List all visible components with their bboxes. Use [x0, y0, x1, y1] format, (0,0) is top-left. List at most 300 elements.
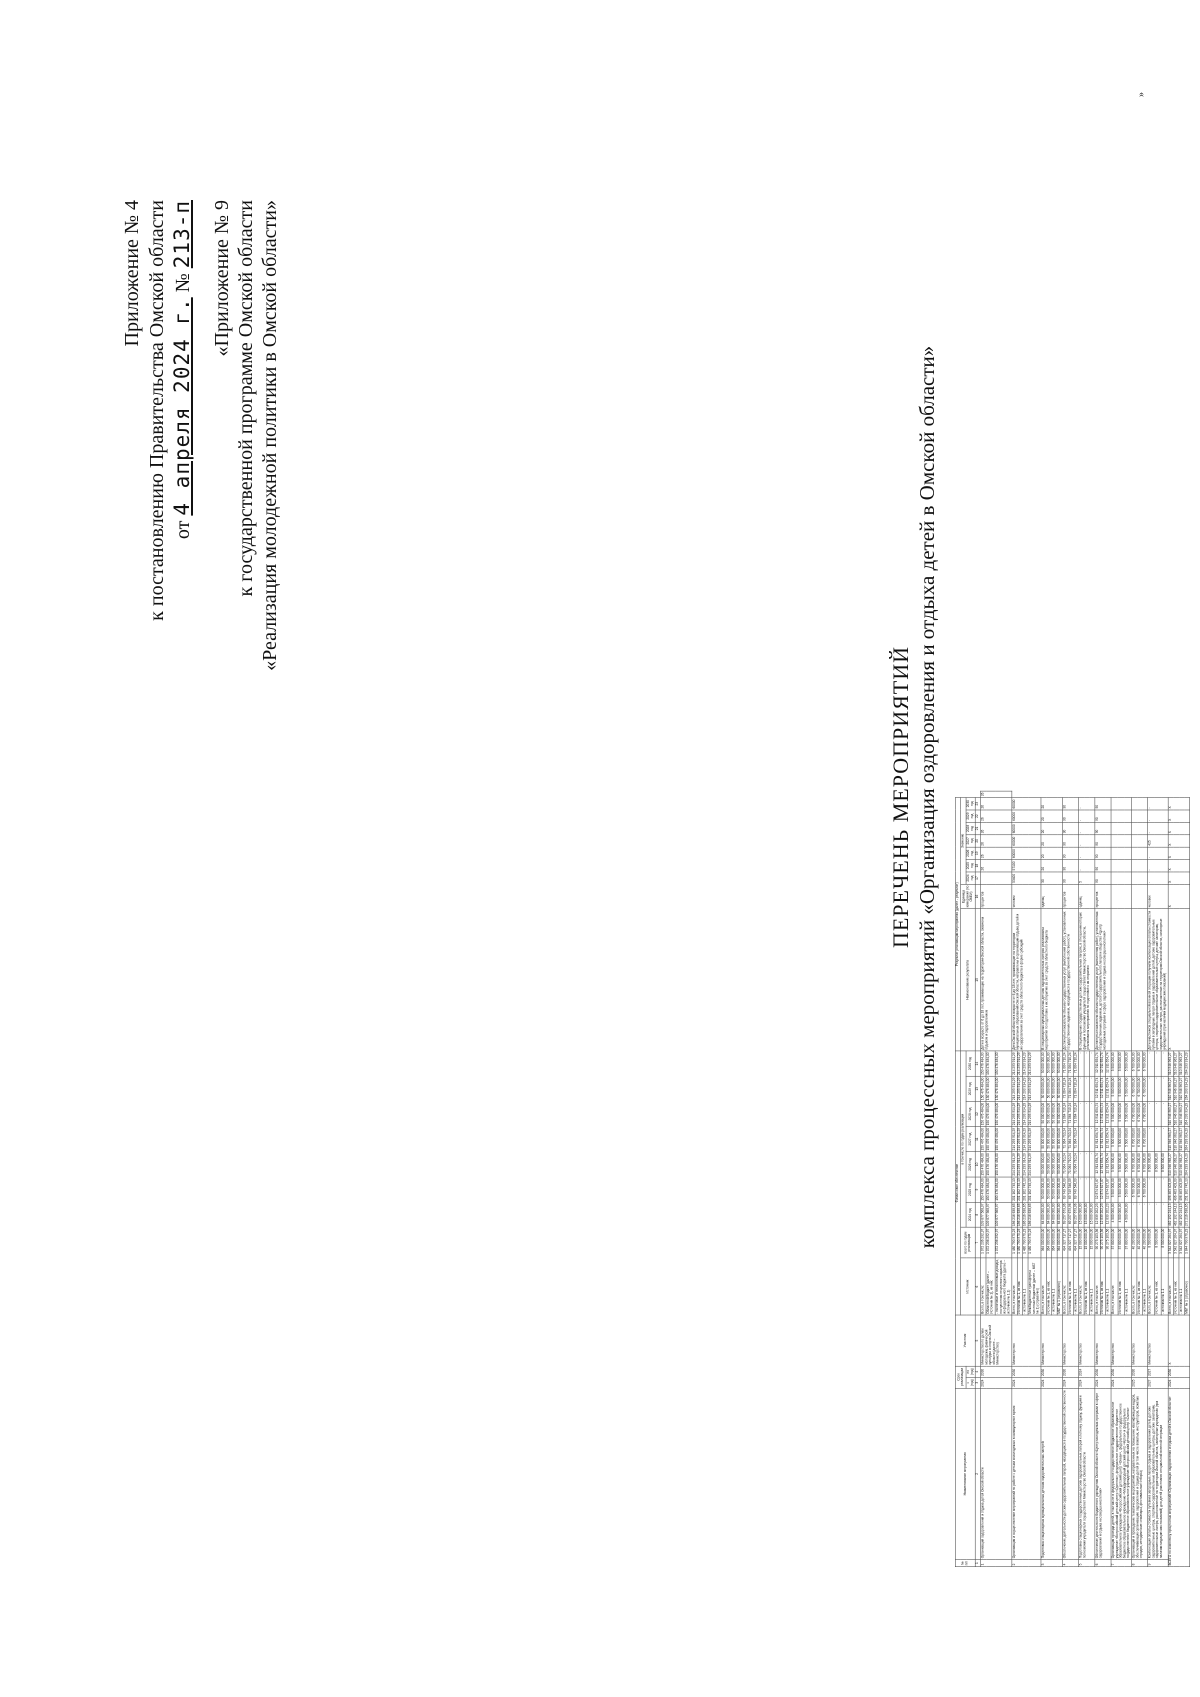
result-name: В стационарных государственных детских оздоровительных лагерях, в отношении которых функции и полномочия учредителя осуществляет Министерство Омской области, реализованы мероприятия по подготовке к их открытию: [1079, 909, 1095, 1051]
term-from: 2024: [1168, 1377, 1190, 1388]
result-value: X: [1168, 797, 1190, 809]
funding-amount: 6 700 000,00: [1132, 1177, 1137, 1202]
funding-amount: 150 476 484,00: [981, 1127, 985, 1151]
funding-amount: 69 749 546,09: [1073, 1177, 1078, 1202]
funding-amount: 150 476 484,00: [986, 1051, 995, 1076]
date-line: от 4 апреля 2024 г. № 213-п: [170, 200, 194, 540]
funding-source: Источник № 1, из них:: [1155, 1258, 1162, 1315]
handwritten-number: 213-п: [170, 200, 194, 269]
funding-source: Источник № 1, из них:: [1046, 1258, 1051, 1315]
funding-amount: 15 000 000,00: [1084, 1227, 1089, 1258]
funding-amount: 3 542 827 264,97: [1174, 1227, 1179, 1258]
column-number: 22: [975, 810, 980, 822]
closing-quote-mark: »: [1136, 92, 1147, 97]
funding-amount: 214 293 914,29: [1012, 1077, 1016, 1101]
table-row: [1079, 791, 1084, 1567]
funding-amount: 496 463 403,09: [1168, 1178, 1173, 1201]
funding-amount: -: [1155, 1076, 1162, 1101]
term-to: 2030: [1063, 1366, 1079, 1377]
funding-amount: 50 000 000,00: [1052, 1101, 1057, 1126]
funding-amount: 214 293 914,29: [1023, 1127, 1027, 1151]
funding-source: МБТ № 1 (справочно): [1184, 1258, 1189, 1315]
result-value: 26: [981, 810, 1012, 822]
header-res-year: 2029 год: [966, 810, 975, 822]
header-value: Значение: [961, 797, 966, 884]
funding-amount: 12 911 654,74: [1106, 1152, 1111, 1177]
funding-amount: -: [1161, 1177, 1168, 1202]
funding-amount: -: [1089, 1152, 1094, 1177]
funding-amount: 8 500 000,00: [1161, 1227, 1168, 1258]
funding-amount: 50 000 000,00: [1052, 1177, 1057, 1202]
result-unit: [1111, 884, 1131, 909]
funding-amount: 5 500 000,00: [1118, 1152, 1125, 1177]
funding-amount: 186 216 638,65: [1028, 1202, 1041, 1227]
funding-amount: 510 946 963,27: [1174, 1077, 1178, 1101]
result-value: 60000: [1012, 810, 1041, 822]
participant: Министерство: [1111, 1315, 1131, 1366]
funding-amount: 1 072 236 292,97: [986, 1227, 995, 1258]
funding-amount: 6 700 000,00: [1132, 1051, 1137, 1076]
header-res-year: 2025 год: [966, 859, 975, 871]
funding-amount: 50 000 000,00: [1052, 1076, 1057, 1101]
funding-amount: 12 911 654,74: [1100, 1127, 1105, 1152]
funding-amount: 150 476 484,00: [981, 1052, 985, 1075]
funding-amount: 462 192 244,13: [1174, 1203, 1178, 1226]
funding-amount: 12 839 202,23: [1095, 1202, 1100, 1227]
funding-amount: -: [1132, 1202, 1137, 1227]
funding-amount: 462 192 244,13: [1179, 1203, 1183, 1226]
funding-amount: 5 500 000,00: [1111, 1127, 1118, 1152]
funding-amount: -: [1079, 1051, 1084, 1076]
header-year: 2028 год: [966, 1101, 975, 1126]
term-to: 2030: [1095, 1366, 1111, 1377]
participant: Министерство: [1132, 1315, 1148, 1366]
funding-amount: 50 000 000,00: [1041, 1152, 1046, 1177]
header-res-year: 2028 год: [966, 822, 975, 834]
column-number: 15: [975, 909, 980, 1051]
funding-amount: 50 000 000,00: [1041, 1051, 1046, 1076]
term-from: 2024: [1095, 1377, 1111, 1388]
funding-amount: 510 946 963,27: [1174, 1127, 1178, 1151]
funding-amount: 6 700 000,00: [1137, 1076, 1142, 1101]
funding-amount: 150 476 484,00: [995, 1076, 1012, 1101]
participant: Министерство: [1148, 1315, 1168, 1366]
result-value: 90: [1063, 872, 1079, 884]
funding-amount: 5 500 000,00: [1111, 1076, 1118, 1101]
funding-source: Всего, в том числе:: [1063, 1258, 1068, 1315]
result-unit: процентов: [1095, 884, 1111, 909]
result-value: X: [1168, 847, 1190, 859]
term-from: 2024: [1041, 1377, 1063, 1388]
funding-amount: -: [1084, 1152, 1089, 1177]
funding-source: Всего, в том числе:: [1132, 1258, 1137, 1315]
funding-amount: 510 946 963,27: [1174, 1052, 1178, 1075]
term-to: 2030: [1168, 1366, 1190, 1377]
funding-amount: 4 500 000,00: [1111, 1202, 1118, 1227]
funding-source: - источник № 1.1: [1073, 1258, 1078, 1315]
funding-source: Областной бюджет (далее – Источник № 1), из них:: [986, 1258, 995, 1315]
column-number: 3: [975, 1377, 980, 1388]
funding-amount: 6 700 000,00: [1142, 1076, 1147, 1101]
funding-amount: 15 000 000,00: [1084, 1202, 1089, 1227]
funding-amount: 201 162 745,13: [1018, 1178, 1022, 1201]
funding-amount: 510 946 963,27: [1179, 1077, 1183, 1101]
funding-amount: 5 500 000,00: [1111, 1051, 1118, 1076]
term-from: 2027: [1148, 1377, 1168, 1388]
header-term: Срок реализации: [955, 1366, 966, 1388]
table-row: [1095, 791, 1100, 1567]
funding-amount: 201 162 745,13: [1012, 1178, 1016, 1201]
funding-amount: -: [1161, 1202, 1168, 1227]
result-value: 90: [1095, 835, 1111, 847]
funding-amount: 264 293 914,29: [1185, 1153, 1189, 1176]
funding-amount: 6 700 000,00: [1132, 1076, 1137, 1101]
funding-amount: -: [1079, 1177, 1084, 1202]
result-value: 90: [1095, 797, 1111, 809]
result-value: 60000: [1012, 835, 1041, 847]
header-name: Наименование мероприятия: [955, 1388, 975, 1560]
result-value: 26: [981, 822, 1012, 834]
resolution-header: [120, 200, 196, 621]
column-number: 5: [975, 1315, 980, 1366]
result-value: 53400: [1012, 872, 1041, 884]
funding-source: Источник № 1, из них:: [1137, 1258, 1142, 1315]
funding-amount: 50 000 000,00: [1057, 1076, 1062, 1101]
funding-amount: 50 000 000,00: [1057, 1051, 1062, 1076]
funding-amount: 71 064 710,24: [1073, 1051, 1078, 1076]
term-to: 2030: [1111, 1366, 1131, 1377]
funding-source: Всего, в том числе:: [1168, 1258, 1173, 1315]
funding-amount: 5 500 000,00: [1111, 1101, 1118, 1126]
result-value: 26: [981, 835, 1012, 847]
funding-amount: 150 476 484,00: [995, 1101, 1012, 1126]
funding-amount: 150 476 484,00: [995, 1051, 1012, 1076]
funding-amount: 64 000 000,00: [1046, 1202, 1051, 1227]
header-source: Источник: [961, 1258, 976, 1315]
result-name: Дети Омской области в возрасте от 6 до 18 лет, проживающие на территории муниципальных образований Омской области, направлены в организации отдыха детей и их оздоровления за счет средств областного бюджета в форме субсидий: [1012, 909, 1041, 1051]
funding-amount: 5 500 000,00: [1125, 1076, 1132, 1101]
header-year: 2024 год: [966, 1202, 975, 1227]
result-value: [1111, 859, 1131, 871]
funding-amount: 6 700 000,00: [1142, 1051, 1147, 1076]
term-from: 2025: [1132, 1377, 1148, 1388]
funding-amount: 12 839 202,23: [1100, 1202, 1105, 1227]
column-number: 8: [975, 1202, 980, 1227]
result-name: [1132, 909, 1148, 1051]
column-number: 7: [975, 1227, 980, 1258]
funding-amount: 12 911 654,74: [1095, 1051, 1100, 1076]
table-row: [981, 791, 986, 1567]
funding-amount: -: [1161, 1101, 1168, 1126]
funding-amount: 50 000 000,00: [1041, 1127, 1046, 1152]
result-value: [1132, 847, 1148, 859]
funding-amount: 150 476 484,00: [981, 1077, 985, 1101]
result-value: -: [1079, 835, 1095, 847]
funding-amount: 150 476 484,00: [981, 1102, 985, 1126]
result-unit: единиц: [1079, 884, 1095, 909]
funding-amount: 364 000 000,00: [1041, 1227, 1046, 1258]
funding-amount: -: [1161, 1051, 1168, 1076]
funding-amount: 109 877 568,97: [995, 1202, 1012, 1227]
funding-amount: 69 257 679,96: [1073, 1202, 1078, 1227]
result-value: X: [1168, 859, 1190, 871]
result-value: 60000: [1012, 822, 1041, 834]
table-row: [1148, 791, 1155, 1567]
column-number: 16: [975, 884, 980, 909]
funding-amount: 71 064 710,24: [1068, 1152, 1073, 1177]
result-value: -: [1148, 859, 1168, 871]
funding-amount: 5 500 000,00: [1118, 1101, 1125, 1126]
funding-amount: -: [1161, 1127, 1168, 1152]
result-value: 60000: [1012, 847, 1041, 859]
funding-amount: 50 000 000,00: [1046, 1076, 1051, 1101]
funding-amount: 5 500 000,00: [1125, 1101, 1132, 1126]
participant: Министерство по делам молодежи, физической культуры и спорта Омской области (далее – Министерство): [981, 1315, 1012, 1366]
funding-amount: 69 257 679,96: [1068, 1202, 1073, 1227]
funding-amount: -: [1089, 1101, 1094, 1126]
header-finance: Финансовое обеспечение: [955, 1051, 960, 1315]
funding-amount: 510 946 963,27: [1179, 1127, 1183, 1151]
funding-source: - источник № 1.1: [1161, 1258, 1168, 1315]
activity-name: Обеспечение деятельности бюджетного учреждения Омской области «Центр молодежных программ в сфере оздоровления и отдыха несовершеннолетних»: [1095, 1388, 1111, 1560]
funding-amount: 12 911 654,74: [1100, 1076, 1105, 1101]
funding-amount: 6 700 000,00: [1137, 1152, 1142, 1177]
funding-amount: 214 293 914,29: [1018, 1153, 1022, 1176]
funding-amount: 12 911 654,74: [1106, 1076, 1111, 1101]
funding-amount: 5 500 000,00: [1111, 1152, 1118, 1177]
funding-amount: 272 216 638,65: [1185, 1203, 1189, 1226]
funding-amount: 15 000 000,00: [1079, 1202, 1084, 1227]
program-line1: к государственной программе Омской области: [235, 200, 257, 597]
funding-amount: -: [1155, 1127, 1162, 1152]
funding-amount: 71 064 710,24: [1073, 1101, 1078, 1126]
column-number: 6: [975, 1258, 980, 1315]
funding-amount: 40 200 000,00: [1142, 1227, 1147, 1258]
funding-amount: 5 500 000,00: [1118, 1177, 1125, 1202]
funding-amount: 71 064 710,24: [1063, 1152, 1068, 1177]
funding-amount: 251 162 745,13: [1185, 1178, 1189, 1201]
funding-amount: 12 874 627,87: [1100, 1177, 1105, 1202]
funding-amount: 264 293 914,29: [1185, 1052, 1189, 1075]
funding-amount: 50 000 000,00: [1052, 1051, 1057, 1076]
funding-amount: 5 500 000,00: [1125, 1152, 1132, 1177]
column-number: 13: [975, 1076, 980, 1101]
funding-amount: 12 911 654,74: [1095, 1152, 1100, 1177]
funding-amount: 510 946 963,27: [1179, 1102, 1183, 1126]
funding-source: Источник № 1, из них:: [1118, 1258, 1125, 1315]
funding-amount: 64 000 000,00: [1057, 1202, 1062, 1227]
participant: Министерство: [1063, 1315, 1079, 1366]
funding-amount: 214 293 914,29: [1023, 1153, 1027, 1176]
funding-amount: 71 064 710,24: [1068, 1127, 1073, 1152]
funding-amount: 494 327 717,27: [1063, 1227, 1068, 1258]
result-name: Дети участников специальной военной операции получили компенсацию оплаты стоимости путевки в загородные лагеря отдыха и оздоровления детей, детские оздоровительные центры, спортивно-оздоровительные образовательные центры, детские санатории, оздоровительные лагеря, расположенные на территории Омской области, санаторные учреждения (при наличии медицинских показаний): [1148, 909, 1168, 1051]
activity-name: Обеспечение деятельности детских оздоровительных лагерей, находящихся в государственной собственности: [1063, 1388, 1079, 1560]
funding-amount: -: [1137, 1202, 1142, 1227]
funding-amount: 5 500 000,00: [1118, 1127, 1125, 1152]
funding-source: Всего, в том числе:: [1041, 1258, 1046, 1315]
funding-amount: -: [1084, 1177, 1089, 1202]
activity-name: Подготовка стационарных государственных детских оздоровительных лагерей к летнему отдыху, функции и полномочия учредителя осуществляет Министерство Омской области: [1079, 1388, 1095, 1560]
funding-amount: -: [1148, 1177, 1155, 1202]
funding-amount: 264 293 914,29: [1185, 1077, 1189, 1101]
column-number: 9: [975, 1177, 980, 1202]
result-value: [1132, 872, 1148, 884]
column-number: 4: [975, 1366, 980, 1377]
column-number: 12: [975, 1101, 980, 1126]
funding-amount: 214 293 914,29: [1028, 1101, 1041, 1126]
result-unit: человек: [1148, 884, 1168, 909]
funding-amount: -: [1089, 1076, 1094, 1101]
activity-name: Организация оздоровления и отдыха детей Омской области: [981, 1388, 1012, 1560]
funding-amount: -: [1079, 1152, 1084, 1177]
funding-amount: 510 946 963,27: [1168, 1077, 1173, 1101]
result-value: 30: [1041, 872, 1063, 884]
funding-amount: 150 476 484,00: [995, 1177, 1012, 1202]
funding-amount: 214 293 914,29: [1028, 1127, 1041, 1152]
result-value: 26: [981, 847, 1012, 859]
result-value: X: [1168, 872, 1190, 884]
funding-amount: -: [1089, 1127, 1094, 1152]
funding-amount: -: [1148, 1076, 1155, 1101]
column-number: 1: [975, 1560, 980, 1567]
funding-amount: -: [1148, 1051, 1155, 1076]
funding-amount: 40 200 000,00: [1132, 1227, 1137, 1258]
funding-amount: 214 293 914,29: [1018, 1052, 1022, 1075]
funding-source: Межбюджетные трансферты местным бюджетам (далее – МБТ № 1) (справочно): [1028, 1258, 1041, 1315]
funding-amount: 214 293 914,29: [1028, 1076, 1041, 1101]
funding-amount: 71 064 710,24: [1063, 1101, 1068, 1126]
funding-amount: 71 064 710,24: [1073, 1127, 1078, 1152]
funding-source: Источник № 1, из них:: [1017, 1258, 1022, 1315]
funding-amount: 6 700 000,00: [1142, 1177, 1147, 1202]
column-number: 23: [975, 797, 980, 809]
funding-amount: 69 749 546,09: [1068, 1177, 1073, 1202]
funding-amount: 50 000 000,00: [1052, 1127, 1057, 1152]
table-wrapper: [955, 769, 1190, 1567]
term-to: 2030: [1041, 1366, 1063, 1377]
result-value: 60000: [1012, 797, 1041, 809]
funding-amount: 150 476 484,00: [986, 1152, 995, 1177]
funding-amount: -: [1079, 1076, 1084, 1101]
funding-amount: 50 000 000,00: [1052, 1152, 1057, 1177]
activity-name: Подготовка стационарных муниципальных детских оздоровительных лагерей: [1041, 1388, 1063, 1560]
funding-amount: 12 911 654,74: [1106, 1101, 1111, 1126]
activities-table: [955, 791, 1190, 1567]
result-value: 20: [1041, 810, 1063, 822]
funding-amount: 364 000 000,00: [1052, 1227, 1057, 1258]
funding-amount: 4 500 000,00: [1125, 1202, 1132, 1227]
funding-amount: 510 946 963,27: [1174, 1153, 1178, 1176]
funding-amount: 510 946 963,27: [1174, 1102, 1178, 1126]
result-value: -: [1148, 822, 1168, 834]
funding-source: - налоговые и неналоговые доходы, поступления нецелевого характера из федерального бюджета (далее – источник № 1.1): [995, 1259, 1011, 1314]
program-line2: «Реализация молодежной политики в Омской области»: [259, 200, 281, 671]
term-to: 2030: [981, 1366, 1012, 1377]
participant: Министерство: [1079, 1315, 1095, 1366]
funding-amount: 150 476 484,00: [986, 1076, 995, 1101]
result-unit: X: [1168, 884, 1190, 909]
funding-amount: 5 500 000,00: [1125, 1127, 1132, 1152]
column-number: 14: [975, 1051, 980, 1076]
funding-source: - источник № 1.1: [1089, 1258, 1094, 1315]
result-name: X: [1168, 909, 1190, 1051]
result-value: 90: [1095, 822, 1111, 834]
header-unit: Единица измерения (по ОКЕИ): [961, 884, 976, 909]
row-number: 7: [1111, 1560, 1131, 1567]
funding-amount: 4 500 000,00: [1118, 1202, 1125, 1227]
program-header: [210, 200, 282, 671]
funding-amount: 510 946 963,27: [1168, 1052, 1173, 1075]
funding-amount: 3 542 827 264,97: [1179, 1227, 1184, 1258]
funding-amount: 214 293 914,29: [1028, 1051, 1041, 1076]
funding-amount: -: [1089, 1051, 1094, 1076]
funding-amount: 50 000 000,00: [1041, 1177, 1046, 1202]
result-value: [1132, 859, 1148, 871]
result-name: Достигнуты показатели объема государственных услуг (выполнения работ), установленных государственным заданием, детского оздоровительного лагеря и общество «Центр молодежных программ в сфере оздоровления и отдыха несовершеннолетних»: [1095, 909, 1111, 1051]
term-to: 2027: [1148, 1366, 1168, 1377]
funding-amount: -: [1148, 1101, 1155, 1126]
funding-amount: 8 500 000,00: [1148, 1227, 1155, 1258]
funding-amount: 6 700 000,00: [1137, 1051, 1142, 1076]
result-value: [1111, 810, 1131, 822]
funding-amount: 3 542 827 264,97: [1168, 1227, 1173, 1258]
activity-name: Организация проезда детей, в том числе в федеральное государственное бюджетное образовательное учреждение «Всероссийский детский центр «Орленок», федеральное государственное бюджетное образовательное учреждение «Всероссийский детский центр «Океан», федеральное государственное бюджетное образовательное учреждение «Международный детский центр «Артек» и федеральное государственное бюджетное образовательное учреждение «Всероссийский детский центр «Смена»: [1111, 1388, 1131, 1560]
funding-amount: 214 293 914,29: [1023, 1102, 1027, 1126]
header-year: 2026 год: [966, 1152, 975, 1177]
funding-amount: 8 500 000,00: [1161, 1152, 1168, 1177]
funding-amount: 214 293 914,29: [1018, 1102, 1022, 1126]
funding-amount: 6 700 000,00: [1132, 1101, 1137, 1126]
funding-source: Всего, в том числе:: [1148, 1258, 1155, 1315]
funding-amount: 69 749 546,09: [1063, 1177, 1068, 1202]
funding-source: Всего, в том числе:: [1012, 1258, 1017, 1315]
result-value: 20: [1041, 835, 1063, 847]
result-value: [1111, 847, 1131, 859]
funding-amount: 6 700 000,00: [1137, 1177, 1142, 1202]
row-number: 2: [1012, 1560, 1041, 1567]
result-value: 26: [981, 791, 1012, 797]
funding-source: - источник № 1.1: [1106, 1258, 1111, 1315]
result-unit: процентов: [1063, 884, 1079, 909]
row-number: 8: [1132, 1560, 1148, 1567]
header-participant: Участник: [955, 1315, 975, 1366]
funding-amount: 494 327 717,27: [1068, 1227, 1073, 1258]
funding-amount: 150 476 484,00: [986, 1177, 995, 1202]
funding-amount: 214 293 914,29: [1012, 1052, 1016, 1075]
funding-amount: 150 476 484,00: [995, 1127, 1012, 1152]
result-value: 26: [981, 797, 1012, 809]
funding-amount: 150 476 484,00: [995, 1152, 1012, 1177]
funding-amount: 150 476 484,00: [986, 1127, 995, 1152]
term-from: 2024: [981, 1377, 1012, 1388]
result-value: 90: [1063, 847, 1079, 859]
result-value: 57100: [1012, 859, 1041, 871]
funding-amount: 150 476 484,00: [981, 1153, 985, 1176]
header-total: всего по годам реализации: [961, 1227, 976, 1258]
funding-amount: 186 216 638,65: [1018, 1203, 1022, 1226]
appendix-label: Приложение № 4: [121, 200, 143, 347]
activity-name: Организация и проведение тематических мероприятий, направленных на повышение квалификации кадров, обеспечивающих организацию оздоровления и отдыха детей (в том числе вожатых, инструкторов, вожатых отрядов, методические семинары, фестивальные отборы): [1132, 1388, 1148, 1560]
funding-amount: -: [1079, 1127, 1084, 1152]
result-value: -: [1079, 822, 1095, 834]
funding-amount: 510 946 963,27: [1179, 1153, 1183, 1176]
funding-source: Источник № 1, из них:: [1068, 1258, 1073, 1315]
result-value: 26: [981, 859, 1012, 871]
result-value: [981, 872, 1012, 884]
funding-amount: 201 162 745,13: [1028, 1177, 1041, 1202]
funding-amount: 186 216 638,65: [1023, 1203, 1027, 1226]
